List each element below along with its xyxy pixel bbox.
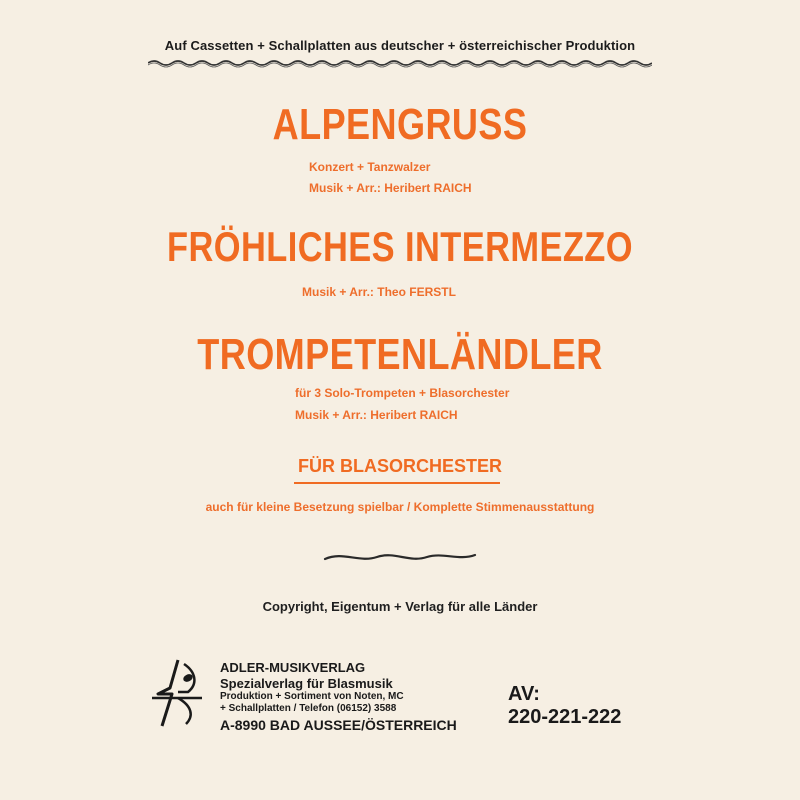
swash-ornament [323, 547, 477, 567]
publisher-block [220, 660, 457, 734]
catalog-number-block [508, 683, 621, 729]
decorative-rule [148, 58, 652, 68]
catalog-number: 220-221-222 [508, 706, 622, 728]
copyright-line: Copyright, Eigentum + Verlag für alle Länder [262, 599, 538, 614]
heading-underline [294, 482, 500, 484]
publisher-line: Produktion + Sortiment von Noten, MC [220, 691, 404, 702]
publisher-specialty: Spezialverlag für Blasmusik [220, 676, 393, 691]
work-credit: Musik + Arr.: Heribert RAICH [295, 408, 458, 422]
work-title-alpengruss: ALPENGRUSS [272, 100, 528, 149]
work-subtitle: für 3 Solo-Trompeten + Blasorchester [295, 386, 510, 400]
work-credit: Musik + Arr.: Heribert RAICH [309, 181, 472, 195]
work-title-froehliches-intermezzo: FRÖHLICHES INTERMEZZO [167, 223, 633, 270]
ensemble-heading: FÜR BLASORCHESTER [297, 456, 502, 476]
production-line: Auf Cassetten + Schallplatten aus deutscher + österreichischer Produktion [164, 38, 636, 53]
work-title-trompetenlaendler: TROMPETENLÄNDLER [197, 330, 603, 379]
work-credit: Musik + Arr.: Theo FERSTL [302, 285, 456, 299]
publisher-name: ADLER-MUSIKVERLAG [220, 660, 366, 675]
publisher-line: + Schallplatten / Telefon (06152) 3588 [220, 703, 397, 714]
publisher-logo-icon [148, 658, 206, 728]
ensemble-note: auch für kleine Besetzung spielbar / Komplette Stimmenausstattung [205, 500, 595, 514]
work-subtitle: Konzert + Tanzwalzer [309, 160, 431, 174]
publisher-address: A-8990 BAD AUSSEE/ÖSTERREICH [220, 717, 457, 733]
catalog-label: AV: [508, 683, 540, 705]
